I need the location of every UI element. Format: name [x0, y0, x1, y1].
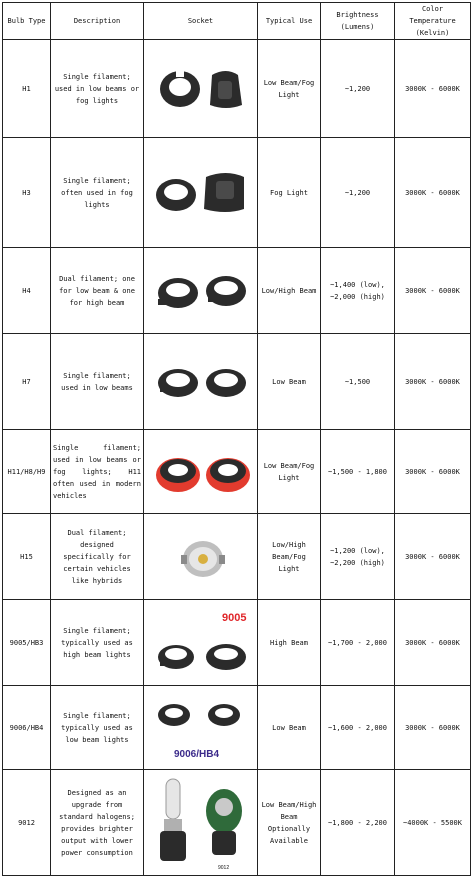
cell-description: Dual filament; designed specifically for certain vehicles like hybrids — [51, 514, 144, 600]
socket-label-9012: 9012 — [218, 864, 230, 871]
table-row — [3, 430, 471, 514]
header-brightness: Brightness (Lumens) — [321, 3, 395, 40]
cell-bulb-type: H4 — [3, 248, 51, 334]
cell-description: Single filament; used in low beams or fog lights; H11 often used in modern vehicles — [51, 430, 144, 514]
cell-bulb-type: H7 — [3, 334, 51, 430]
cell-bulb-type: H11/H8/H9 — [3, 430, 51, 514]
cell-typical-use: Low Beam/Fog Light — [258, 40, 321, 138]
cell-socket — [144, 138, 258, 248]
cell-socket — [144, 686, 258, 770]
table-row — [3, 248, 471, 334]
cell-bulb-type: H3 — [3, 138, 51, 248]
cell-socket — [144, 600, 258, 686]
table-row — [3, 600, 471, 686]
h15-bulb-image — [146, 515, 258, 599]
cell-color-temperature: 3000K - 6000K — [395, 40, 471, 138]
cell-description: Dual filament; one for low beam & one for high beam — [51, 248, 144, 334]
header-typical-use: Typical Use — [258, 3, 321, 40]
cell-bulb-type: H1 — [3, 40, 51, 138]
cell-color-temperature: ~4000K - 5500K — [395, 770, 471, 876]
cell-bulb-type: 9006/HB4 — [3, 686, 51, 770]
header-bulb-type: Bulb Type — [3, 3, 51, 40]
cell-description: Single filament; used in low beams — [51, 334, 144, 430]
cell-brightness: ~1,200 — [321, 138, 395, 248]
cell-brightness: ~1,700 - 2,000 — [321, 600, 395, 686]
cell-typical-use: Low Beam — [258, 334, 321, 430]
cell-color-temperature: 3000K - 6000K — [395, 430, 471, 514]
cell-brightness: ~1,600 - 2,000 — [321, 686, 395, 770]
cell-typical-use: Low Beam/Fog Light — [258, 430, 321, 514]
table-row — [3, 514, 471, 600]
cell-color-temperature: 3000K - 6000K — [395, 138, 471, 248]
header-description: Description — [51, 3, 144, 40]
cell-socket — [144, 514, 258, 600]
cell-socket — [144, 248, 258, 334]
cell-socket — [144, 334, 258, 430]
table-row — [3, 686, 471, 770]
9012-bulb-image — [146, 771, 258, 875]
header-row — [3, 3, 471, 40]
bulb-comparison-table — [2, 2, 471, 876]
cell-brightness: ~1,500 - 1,800 — [321, 430, 395, 514]
cell-color-temperature: 3000K - 6000K — [395, 514, 471, 600]
h1-socket-image — [146, 41, 258, 137]
cell-description: Designed as an upgrade from standard halogens; provides brighter output with lower power consumption — [51, 770, 144, 876]
cell-socket — [144, 430, 258, 514]
cell-bulb-type: 9012 — [3, 770, 51, 876]
cell-description: Single filament; often used in fog lights — [51, 138, 144, 248]
cell-typical-use: Low Beam — [258, 686, 321, 770]
cell-typical-use: Fog Light — [258, 138, 321, 248]
cell-typical-use: Low/High Beam/Fog Light — [258, 514, 321, 600]
cell-color-temperature: 3000K - 6000K — [395, 686, 471, 770]
h11-socket-image — [146, 431, 258, 513]
header-color-temperature: Color Temperature (Kelvin) — [395, 3, 471, 40]
table-row — [3, 334, 471, 430]
table-row — [3, 40, 471, 138]
h4-socket-image — [146, 249, 258, 333]
cell-brightness: ~1,500 — [321, 334, 395, 430]
cell-socket — [144, 40, 258, 138]
cell-color-temperature: 3000K - 6000K — [395, 600, 471, 686]
cell-description: Single filament; typically used as high beam lights — [51, 600, 144, 686]
9006-socket-image — [146, 687, 258, 769]
table-row — [3, 770, 471, 876]
socket-label-9005: 9005 — [222, 611, 247, 624]
cell-color-temperature: 3000K - 6000K — [395, 248, 471, 334]
cell-brightness: ~1,400 (low), ~2,000 (high) — [321, 248, 395, 334]
cell-typical-use: Low Beam/High Beam Optionally Available — [258, 770, 321, 876]
cell-description: Single filament; used in low beams or fog lights — [51, 40, 144, 138]
cell-description: Single filament; typically used as low beam lights — [51, 686, 144, 770]
cell-socket — [144, 770, 258, 876]
cell-color-temperature: 3000K - 6000K — [395, 334, 471, 430]
9005-socket-image — [146, 601, 258, 685]
cell-brightness: ~1,200 (low), ~2,200 (high) — [321, 514, 395, 600]
table-row — [3, 138, 471, 248]
header-socket: Socket — [144, 3, 258, 40]
h3-socket-image — [146, 139, 258, 247]
cell-typical-use: Low/High Beam — [258, 248, 321, 334]
cell-brightness: ~1,200 — [321, 40, 395, 138]
socket-label-9006: 9006/HB4 — [174, 748, 220, 760]
cell-bulb-type: 9005/HB3 — [3, 600, 51, 686]
cell-typical-use: High Beam — [258, 600, 321, 686]
h7-socket-image — [146, 335, 258, 429]
cell-brightness: ~1,800 - 2,200 — [321, 770, 395, 876]
cell-bulb-type: H15 — [3, 514, 51, 600]
